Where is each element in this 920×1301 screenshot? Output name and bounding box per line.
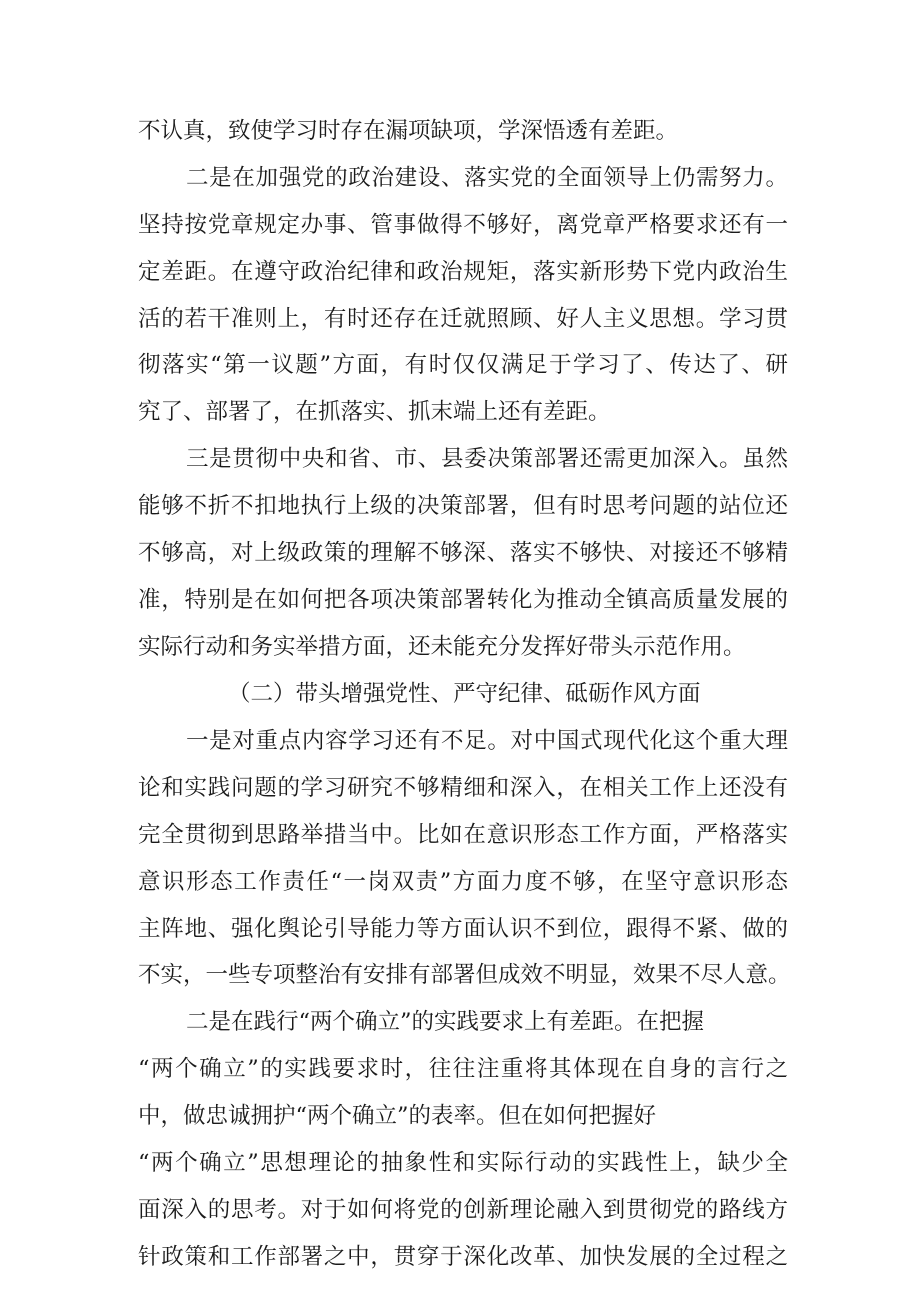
paragraph-start-line: 一是对重点内容学习还有不足。对中国式现代化这个重大理 xyxy=(186,728,788,754)
paragraph-start-line: 二是在践行“两个确立”的实践要求上有差距。在把握 xyxy=(186,1009,705,1035)
text-line: “两个确立”的实践要求时，往往注重将其体现在自身的言行之 xyxy=(138,1056,788,1082)
text-line: 论和实践问题的学习研究不够精细和深入，在相关工作上还没有 xyxy=(138,775,788,801)
text-line: 坚持按党章规定办事、管事做得不够好，离党章严格要求还有一 xyxy=(138,212,788,238)
text-line: 不实，一些专项整治有安排有部署但成效不明显，效果不尽人意。 xyxy=(138,962,791,988)
text-line: “两个确立”思想理论的抽象性和实际行动的实践性上，缺少全 xyxy=(138,1150,788,1176)
text-line: 面深入的思考。对于如何将党的创新理论融入到贯彻党的路线方 xyxy=(138,1197,788,1223)
text-line: 定差距。在遵守政治纪律和政治规矩，落实新形势下党内政治生 xyxy=(138,259,788,285)
text-line: 彻落实“第一议题”方面，有时仅仅满足于学习了、传达了、研 xyxy=(138,352,788,378)
text-line: 准，特别是在如何把各项决策部署转化为推动全镇高质量发展的 xyxy=(138,587,788,613)
text-line: 活的若干准则上，有时还存在迁就照顾、好人主义思想。学习贯 xyxy=(138,306,788,332)
text-line: 能够不折不扣地执行上级的决策部署，但有时思考问题的站位还 xyxy=(138,493,788,519)
text-line: 中，做忠诚拥护“两个确立”的表率。但在如何把握好 xyxy=(138,1103,657,1129)
text-line: 完全贯彻到思路举措当中。比如在意识形态工作方面，严格落实 xyxy=(138,822,788,848)
text-line: 意识形态工作责任“一岗双责”方面力度不够，在坚守意识形态 xyxy=(138,869,788,895)
paragraph-start-line: 三是贯彻中央和省、市、县委决策部署还需更加深入。虽然 xyxy=(186,446,788,472)
text-line: 实际行动和务实举措方面，还未能充分发挥好带头示范作用。 xyxy=(138,634,746,660)
paragraph-start-line: 二是在加强党的政治建设、落实党的全面领导上仍需努力。 xyxy=(186,165,788,191)
text-line: 主阵地、强化舆论引导能力等方面认识不到位，跟得不紧、做的 xyxy=(138,916,788,942)
text-line: 不认真，致使学习时存在漏项缺项，学深悟透有差距。 xyxy=(138,118,679,144)
section-heading: （二）带头增强党性、严守纪律、砥砺作风方面 xyxy=(228,681,701,707)
text-line: 不够高，对上级政策的理解不够深、落实不够快、对接还不够精 xyxy=(138,540,788,566)
text-line: 针政策和工作部署之中，贯穿于深化改革、加快发展的全过程之 xyxy=(138,1244,788,1270)
text-line: 究了、部署了，在抓落实、抓末端上还有差距。 xyxy=(138,399,611,425)
